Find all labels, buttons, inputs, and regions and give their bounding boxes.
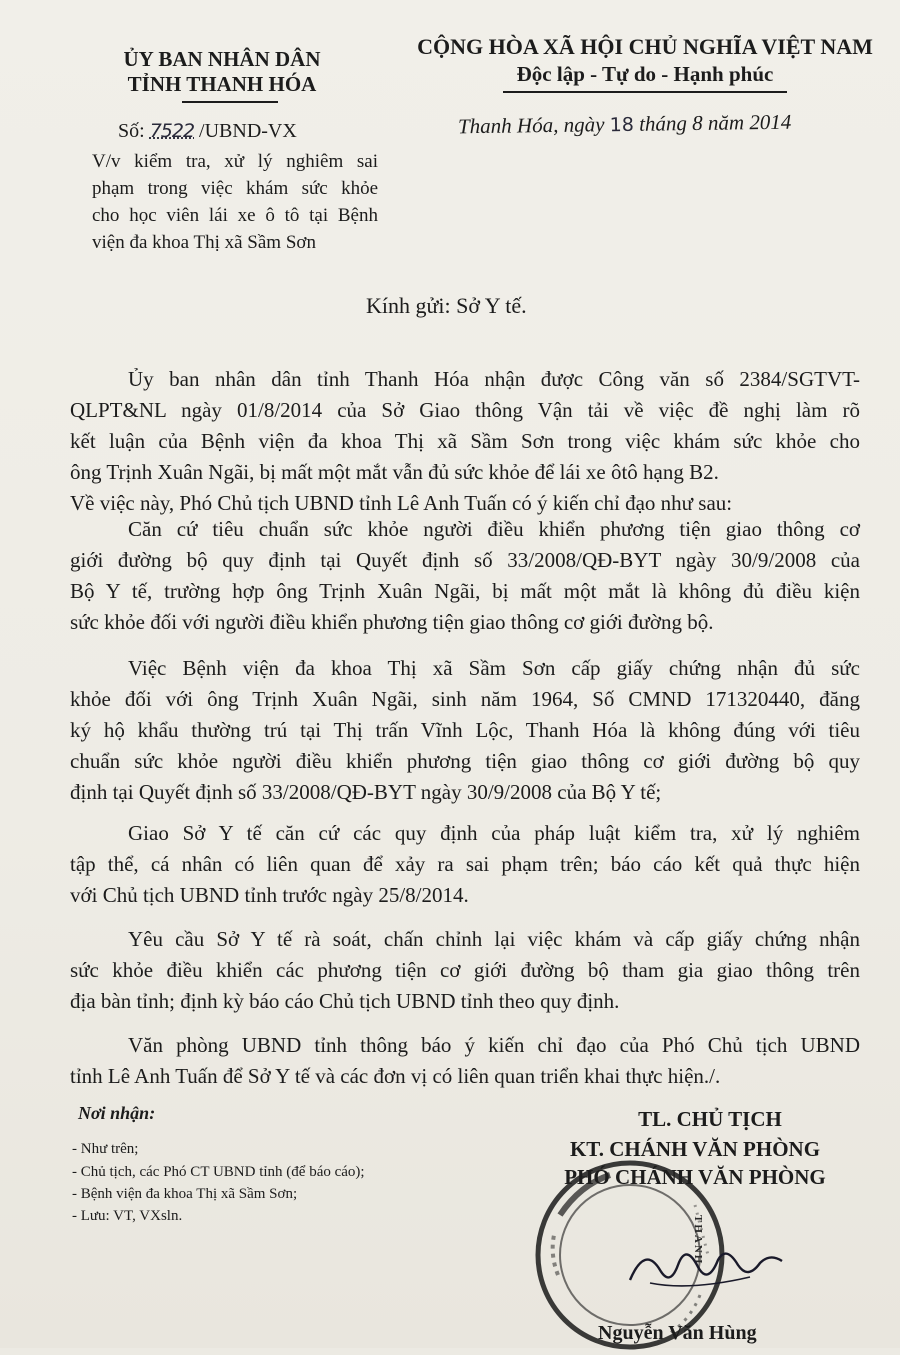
body-line: ông Trịnh Xuân Ngãi, bị mất một mắt vẫn đủ sức khỏe để lái xe ôtô hạng B2.	[70, 460, 719, 484]
recipient-item: - Như trên;	[72, 1141, 139, 1157]
date-day-handwritten: 18	[609, 113, 635, 137]
agency-underline	[182, 101, 278, 103]
body-line: tỉnh Lê Anh Tuấn để Sở Y tế và các đơn vị có liên quan triển khai thực hiện./.	[70, 1064, 721, 1088]
body-line: với Chủ tịch UBND tỉnh trước ngày 25/8/2014.	[70, 883, 469, 907]
recipient-item: - Bệnh viện đa khoa Thị xã Sầm Sơn;	[72, 1186, 298, 1202]
seal-text: THANH	[692, 1215, 704, 1266]
body-line: Yêu cầu Sở Y tế rà soát, chấn chỉnh lại việc khám và cấp giấy chứng nhận	[128, 927, 860, 951]
body-line: định tại Quyết định số 33/2008/QĐ-BYT ngày 30/9/2008 của Bộ Y tế;	[70, 780, 662, 804]
body-line: Bộ Y tế, trường hợp ông Trịnh Xuân Ngãi, bị mất một mắt là không đủ điều kiện	[70, 579, 860, 603]
doc-number: Số: 7522 /UBND-VX	[118, 120, 297, 142]
subject-line: cho học viên lái xe ô tô tại Bệnh	[92, 205, 378, 226]
paragraph-3	[70, 653, 860, 808]
body-line: Ủy ban nhân dân tỉnh Thanh Hóa nhận được Công văn số 2384/SGTVT-	[128, 367, 860, 391]
handwritten-signature-icon	[620, 1225, 790, 1305]
agency-name-line1: ỦY BAN NHÂN DÂN	[123, 47, 321, 71]
signer-name: Nguyễn Văn Hùng	[598, 1322, 757, 1344]
recipient-item: - Lưu: VT, VXsln.	[72, 1208, 183, 1224]
paragraph-5	[70, 924, 860, 1017]
body-line: Căn cứ tiêu chuẩn sức khỏe người điều khiển phương tiện giao thông cơ	[128, 517, 860, 541]
nation-title: CỘNG HÒA XÃ HỘI CHỦ NGHĨA VIỆT NAM	[417, 34, 873, 59]
body-line: sức khỏe đối với người điều khiển phương tiện giao thông cơ giới đường bộ.	[70, 610, 714, 634]
body-line: giới đường bộ quy định tại Quyết định số 33/2008/QĐ-BYT ngày 30/9/2008 của	[70, 548, 860, 572]
salutation: Kính gửi: Sở Y tế.	[366, 293, 527, 318]
body-line: khỏe đối với ông Trịnh Xuân Ngãi, sinh năm 1964, Số CMND 171320440, đăng	[70, 687, 860, 711]
agency-name-line2: TỈNH THANH HÓA	[127, 72, 317, 96]
subject-line: viện đa khoa Thị xã Sầm Sơn	[92, 232, 316, 253]
body-line: ký hộ khẩu thường trú tại Thị trấn Vĩnh Lộc, Thanh Hóa là không đúng với tiêu	[70, 718, 860, 742]
subject-block	[92, 148, 378, 256]
body-line: kết luận của Bệnh viện đa khoa Thị xã Sầm Sơn trong việc khám sức khỏe cho	[70, 429, 860, 453]
recipient-item: - Chủ tịch, các Phó CT UBND tỉnh (để báo cáo);	[72, 1164, 365, 1180]
signature-title-2: KT. CHÁNH VĂN PHÒNG	[569, 1137, 821, 1161]
body-line: Về việc này, Phó Chủ tịch UBND tỉnh Lê Anh Tuấn có ý kiến chỉ đạo như sau:	[70, 491, 733, 515]
body-line: QLPT&NL ngày 01/8/2014 của Sở Giao thông Vận tải về việc đề nghị làm rõ	[70, 398, 860, 422]
body-line: địa bàn tỉnh; định kỳ báo cáo Chủ tịch UBND tỉnh theo quy định.	[70, 989, 620, 1013]
body-line: sức khỏe điều khiển các phương tiện cơ giới đường bộ tham gia giao thông trên	[70, 958, 860, 982]
place-date: Thanh Hóa, ngày 18 tháng 8 năm 2014	[457, 109, 792, 139]
body-line: chuẩn sức khỏe người điều khiển phương tiện giao thông cơ giới đường bộ quy	[70, 749, 860, 773]
recipients-title: Nơi nhận:	[78, 1103, 156, 1123]
body-line: tập thể, cá nhân có liên quan để xảy ra sai phạm trên; báo cáo kết quả thực hiện	[70, 852, 860, 876]
nation-motto: Độc lập - Tự do - Hạnh phúc	[516, 62, 774, 86]
paragraph-1	[70, 364, 860, 519]
paragraph-6	[70, 1030, 860, 1092]
subject-line: V/v kiểm tra, xử lý nghiêm sai	[92, 151, 378, 172]
signature-title-1: TL. CHỦ TỊCH	[638, 1107, 782, 1131]
motto-underline	[503, 91, 787, 93]
body-line: Việc Bệnh viện đa khoa Thị xã Sầm Sơn cấp giấy chứng nhận đủ sức	[128, 656, 860, 680]
doc-number-handwritten: 7522	[149, 120, 195, 142]
body-line: Giao Sở Y tế căn cứ các quy định của pháp luật kiểm tra, xử lý nghiêm	[128, 821, 860, 845]
paragraph-4	[70, 818, 860, 911]
subject-line: phạm trong việc khám sức khỏe	[92, 178, 378, 199]
body-line: Văn phòng UBND tỉnh thông báo ý kiến chỉ đạo của Phó Chủ tịch UBND	[128, 1033, 860, 1057]
paragraph-2	[70, 514, 860, 638]
signature-title-3: PHÓ CHÁNH VĂN PHÒNG	[564, 1165, 826, 1189]
